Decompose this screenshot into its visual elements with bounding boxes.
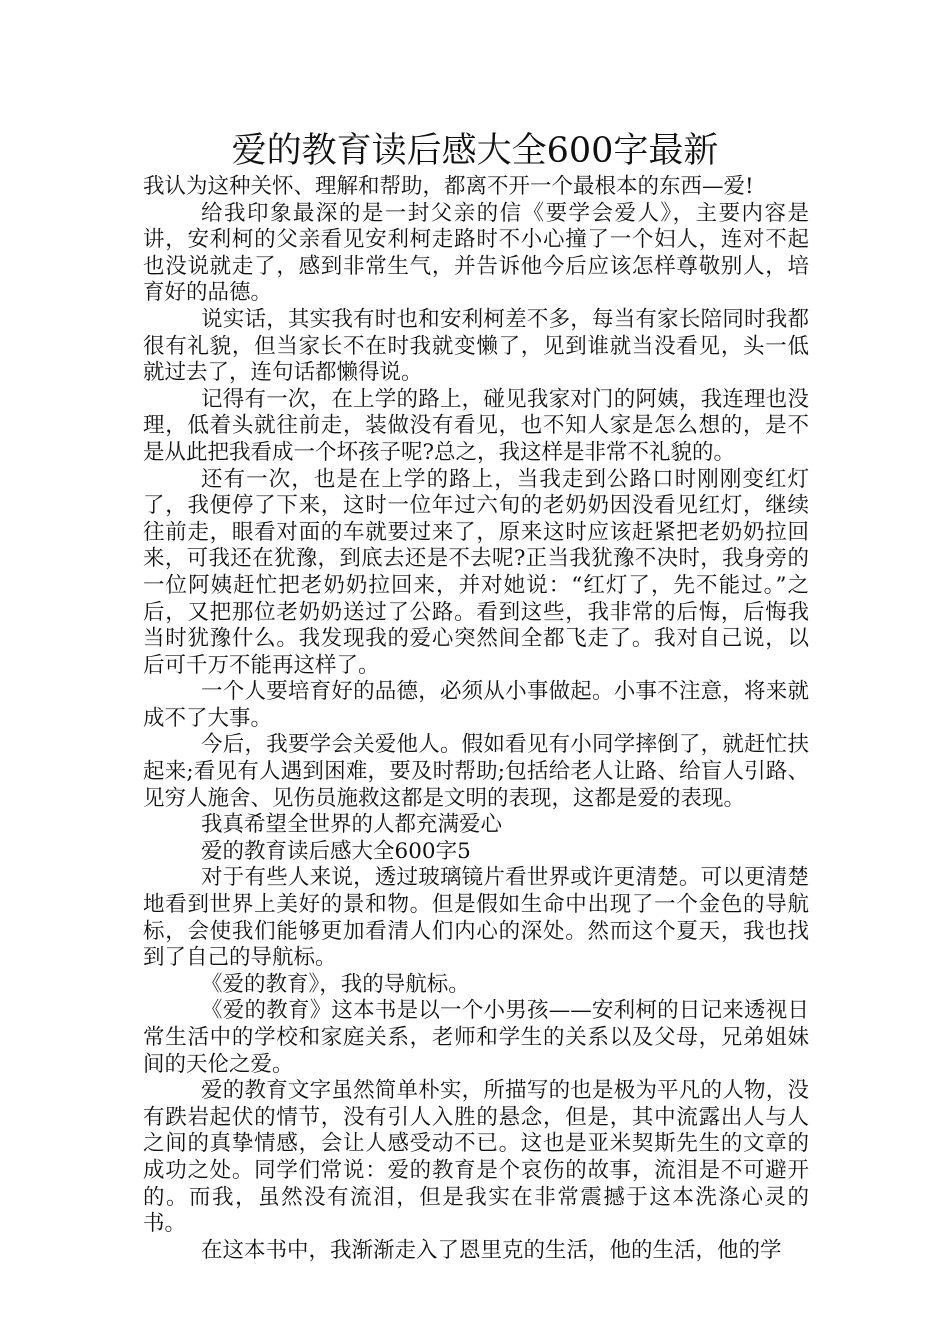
paragraph: 《爱的教育》，我的导航标。 [201,971,470,997]
paragraph: 爱的教育文字虽然简单朴实，所描写的也是极为平凡的人物，没有跌岩起伏的情节，没有引人入胜的悬念，但是，其中流露出人与人之间的真挚情感，会让人感受动不已。这也是亚米契斯先生的文章的成功之处。同学们常说：爱的教育是个哀伤的故事，流泪是不可避开的。而我，虽然没有流泪，但是我实在非常震撼于这本洗涤心灵的书。 [143,1078,809,1237]
document-body [143,174,809,1264]
paragraph: 爱的教育读后感大全600字5 [201,838,471,864]
paragraph: 还有一次，也是在上学的路上，当我走到公路口时刚刚变红灯了，我便停了下来，这时一位年过六旬的老奶奶因没看见红灯，继续往前走，眼看对面的车就要过来了，原来这时应该赶紧把老奶奶拉回来，可我还在犹豫，到底去还是不去呢?正当我犹豫不决时，我身旁的一位阿姨赶忙把老奶奶拉回来，并对她说：“红灯了，先不能过。”之后，又把那位老奶奶送过了公路。看到这些，我非常的后悔，后悔我当时犹豫什么。我发现我的爱心突然间全都飞走了。我对自己说，以后可千万不能再这样了。 [143,466,809,678]
paragraph: 记得有一次，在上学的路上，碰见我家对门的阿姨，我连理也没理，低着头就往前走，装做没有看见，也不知人家是怎么想的，是不是从此把我看成一个坏孩子呢?总之，我这样是非常不礼貌的。 [143,386,809,465]
paragraph: 我真希望全世界的人都充满爱心 [201,812,503,838]
paragraph: 给我印象最深的是一封父亲的信《要学会爱人》，主要内容是讲，安利柯的父亲看见安利柯走路时不小心撞了一个妇人，连对不起也没说就走了，感到非常生气，并告诉他今后应该怎样尊敬别人，培育好的品德。 [143,200,809,306]
paragraph: 《爱的教育》这本书是以一个小男孩——安利柯的日记来透视日常生活中的学校和家庭关系，老师和学生的关系以及父母，兄弟姐妹间的天伦之爱。 [143,998,809,1077]
document-title: 爱的教育读后感大全600字最新 [231,131,719,171]
paragraph: 一个人要培育好的品德，必须从小事做起。小事不注意，将来就成不了大事。 [143,679,809,731]
paragraph: 对于有些人来说，透过玻璃镜片看世界或许更清楚。可以更清楚地看到世界上美好的景和物。但是假如生命中出现了一个金色的导航标，会使我们能够更加看清人们内心的深处。然而这个夏天，我也找到了自己的导航标。 [143,865,809,971]
paragraph: 说实话，其实我有时也和安利柯差不多，每当有家长陪同时我都很有礼貌，但当家长不在时我就变懒了，见到谁就当没看见，头一低就过去了，连句话都懒得说。 [143,306,809,386]
paragraph: 在这本书中，我渐渐走入了恩里克的生活，他的生活，他的学 [201,1237,782,1263]
paragraph: 今后，我要学会关爱他人。假如看见有小同学摔倒了，就赶忙扶起来;看见有人遇到困难，要及时帮助;包括给老人让路、给盲人引路、见穷人施舍、见伤员施救这都是文明的表现，这都是爱的表现。 [143,732,809,811]
paragraph: 我认为这种关怀、理解和帮助，都离不开一个最根本的东西—爱! [143,174,754,199]
